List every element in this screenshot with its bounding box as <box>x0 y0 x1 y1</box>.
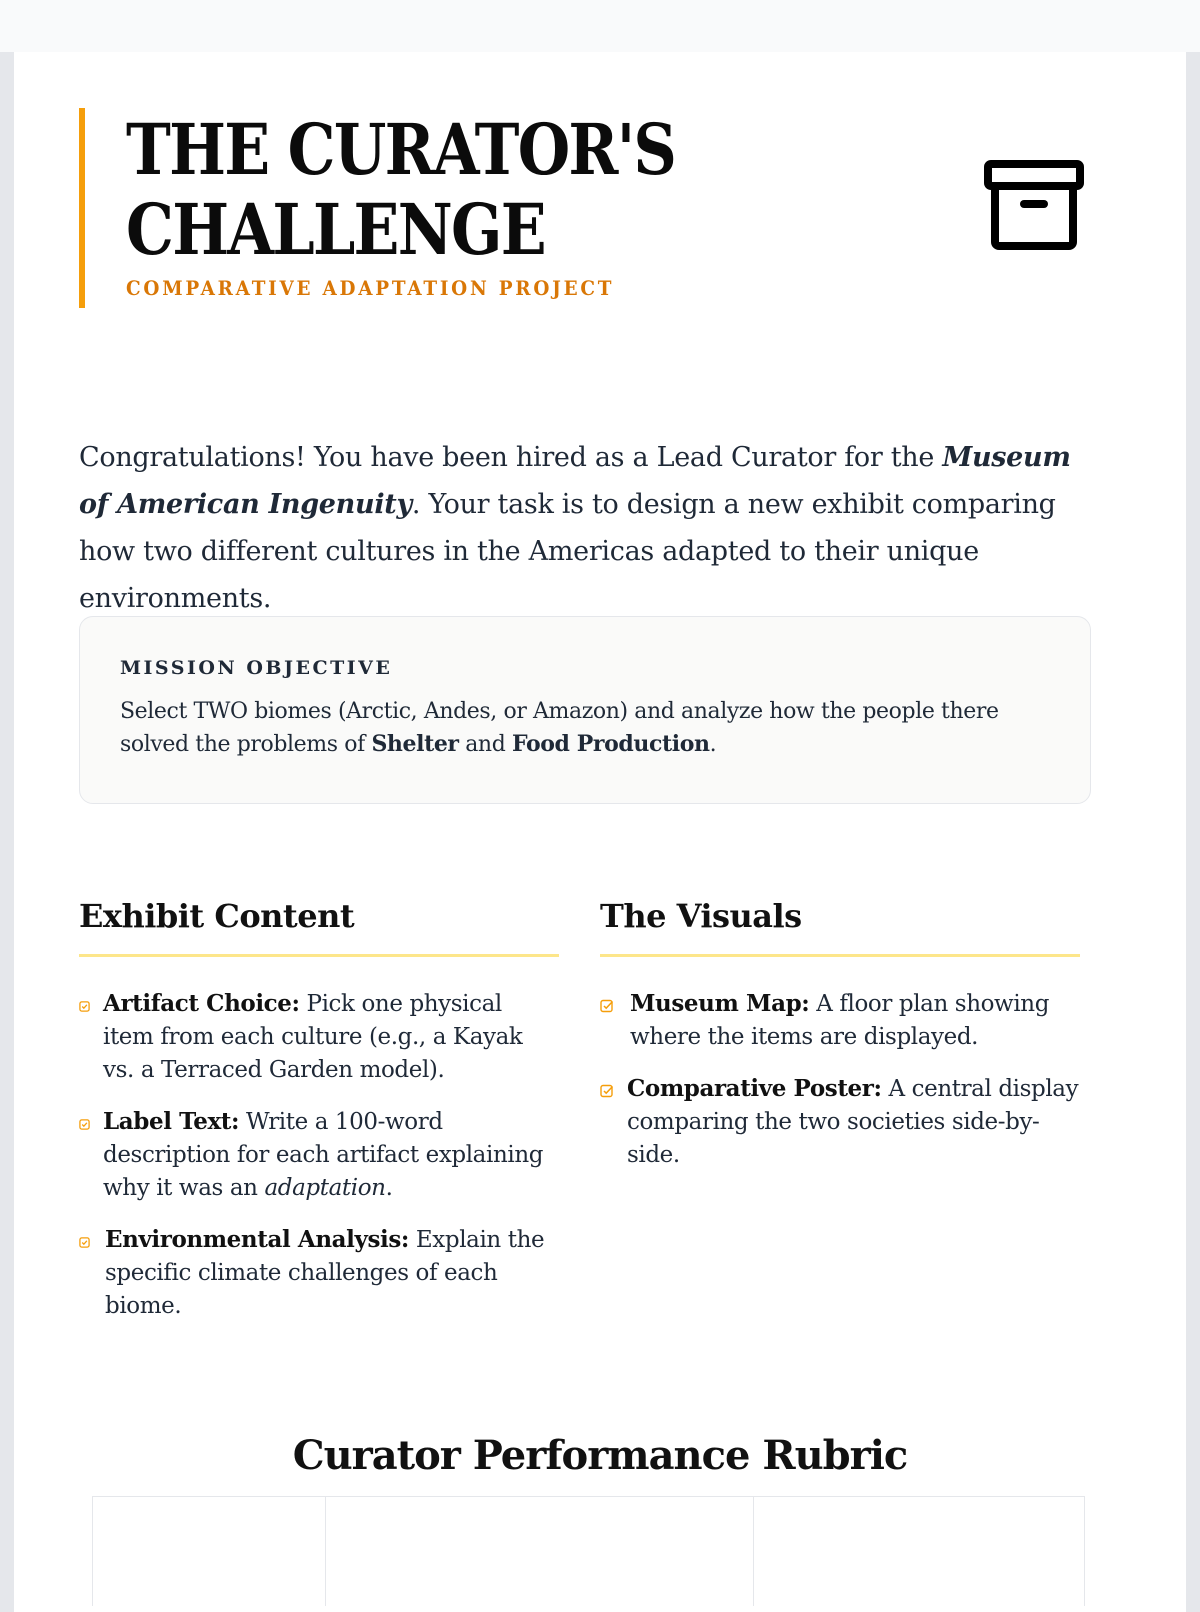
item-label: Museum Map: <box>630 990 810 1017</box>
item-text: Explain the specific climate challenges of each biome. <box>105 1227 545 1319</box>
rubric-table <box>92 1496 1085 1606</box>
archive-box-icon <box>984 158 1084 258</box>
mission-end: . <box>709 732 717 757</box>
item-label: Environmental Analysis: <box>105 1226 409 1253</box>
list-item <box>600 987 1080 1054</box>
item-emphasis: adaptation <box>264 1175 386 1201</box>
exhibit-content-title: Exhibit Content <box>79 892 559 957</box>
list-item <box>600 1072 1080 1172</box>
mission-shelter: Shelter <box>371 731 459 757</box>
intro-paragraph <box>79 434 1099 622</box>
mission-box <box>79 616 1091 804</box>
exhibit-content-section <box>79 892 559 1323</box>
visuals-title: The Visuals <box>600 892 1080 957</box>
page-subtitle: COMPARATIVE ADAPTATION PROJECT <box>126 276 615 300</box>
item-label: Comparative Poster: <box>627 1075 882 1102</box>
checkbox-icon <box>79 1119 90 1130</box>
page-title <box>126 110 780 270</box>
mission-and: and <box>458 732 512 757</box>
visuals-list <box>600 987 1080 1172</box>
item-text: Write a 100-word description for each artifact explaining why it was an <box>103 1109 544 1201</box>
checkbox-icon <box>79 1001 90 1012</box>
item-text: Pick one physical item from each culture (e.g., a Kayak vs. a Terraced Garden model). <box>103 991 523 1083</box>
mission-text-start: Select TWO biomes (Arctic, Andes, or Amazon) and analyze how the people there solved the problems of <box>120 699 999 757</box>
museum-name: Museum of American Ingenuity <box>79 442 1071 520</box>
title-line-1: THE CURATOR'S <box>126 108 676 191</box>
exhibit-content-list <box>79 987 559 1323</box>
item-text: A central display comparing the two societies side-by-side. <box>627 1076 1079 1168</box>
header <box>79 108 1099 308</box>
intro-lead: Congratulations! You have been hired as a Lead Curator for the <box>79 442 943 473</box>
item-end: . <box>385 1175 393 1201</box>
accent-bar <box>79 108 85 308</box>
item-label: Label Text: <box>103 1108 240 1135</box>
list-item <box>79 1223 559 1323</box>
rubric-title: Curator Performance Rubric <box>292 1432 908 1479</box>
mission-food: Food Production <box>511 731 710 757</box>
item-label: Artifact Choice: <box>103 990 300 1017</box>
list-item <box>79 1105 559 1205</box>
list-item <box>79 987 559 1087</box>
checkbox-icon <box>600 999 614 1013</box>
intro-rest: . Your task is to design a new exhibit comparing how two different cultures in the Americas adapted to their unique environments. <box>79 489 1056 614</box>
visuals-section <box>600 892 1080 1172</box>
rubric-column-divider <box>325 1497 326 1606</box>
rubric-column-divider <box>753 1497 754 1606</box>
checkbox-icon <box>79 1237 90 1248</box>
mission-label: MISSION OBJECTIVE <box>120 657 393 679</box>
top-bar <box>0 0 1200 52</box>
checkbox-icon <box>600 1084 614 1098</box>
item-text: A floor plan showing where the items are displayed. <box>630 991 1050 1050</box>
title-line-2: CHALLENGE <box>126 188 545 271</box>
mission-text <box>120 695 1040 761</box>
